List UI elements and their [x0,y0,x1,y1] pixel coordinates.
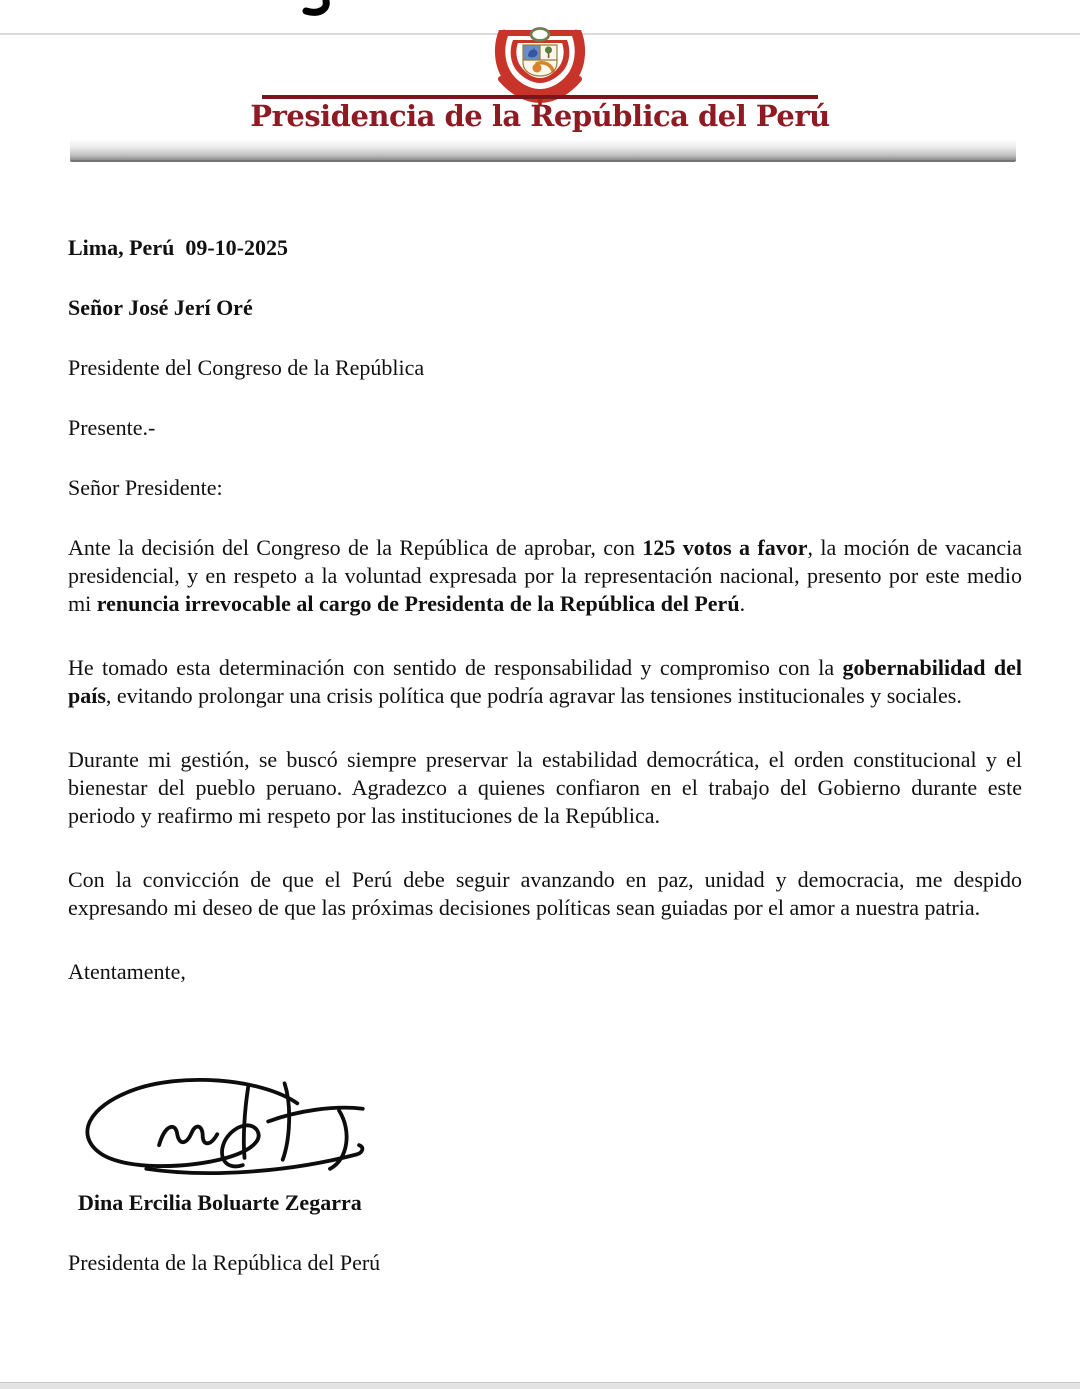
salutation: Señor Presidente: [68,475,223,500]
cropped-text-remnant-icon [300,0,330,16]
letterhead-title: Presidencia de la República del Perú [250,99,830,133]
letter-body [68,234,1022,1277]
paragraph-run: Ante la decisión del Congreso de la República de aprobar, con [68,535,643,560]
paragraph-run: . [739,591,746,616]
dateline: Lima, Perú 09-10-2025 [68,235,288,260]
signer-name: Dina Ercilia Boluarte Zegarra [78,1190,362,1215]
letter-paragraph [68,866,1022,922]
paragraph-bold-run: 125 votos a favor [642,535,808,560]
peru-coat-of-arms-icon [487,27,593,105]
letter-paragraph [68,746,1022,830]
paragraph-run: Durante mi gestión, se buscó siempre preservar la estabilidad democrática, el orden constitucional y el bienestar del pueblo peruano. Agradezco a quienes confiaron en el trabajo del Gobierno durante este periodo y reafirmo mi respeto por las instituciones de la República. [68,747,1022,828]
presente-line: Presente.- [68,415,156,440]
page-bottom-edge [0,1382,1080,1389]
paragraph-run: Con la convicción de que el Perú debe seguir avanzando en paz, unidad y democracia, me despido expresando mi deseo de que las próximas decisiones políticas sean guiadas por el amor a nuestra patria. [68,867,1022,920]
letter-paragraph [68,654,1022,710]
signer-title: Presidenta de la República del Perú [68,1250,381,1275]
paragraph-bold-run: renuncia irrevocable al cargo de Presidenta de la República del Perú [96,591,740,616]
closing: Atentamente, [68,959,186,984]
paragraph-run: He tomado esta determinación con sentido de responsabilidad y compromiso con la [68,655,843,680]
signature-icon [70,1074,370,1179]
letter-paragraph [68,534,1022,618]
letter-paragraphs [68,534,1022,922]
recipient-title: Presidente del Congreso de la República [68,355,425,380]
paragraph-run: , evitando prolongar una crisis política que podría agravar las tensiones institucionales y sociales. [105,683,962,708]
paragraph-run: , la moción de vacancia presidencial, y en respeto a la voluntad expresada por la representación nacional, presento por este medio mi [68,535,1023,616]
paragraph-bold-run: gobernabilidad del país [68,655,1022,708]
recipient-name: Señor José Jerí Oré [68,295,253,320]
letterhead-divider-band [70,140,1016,162]
